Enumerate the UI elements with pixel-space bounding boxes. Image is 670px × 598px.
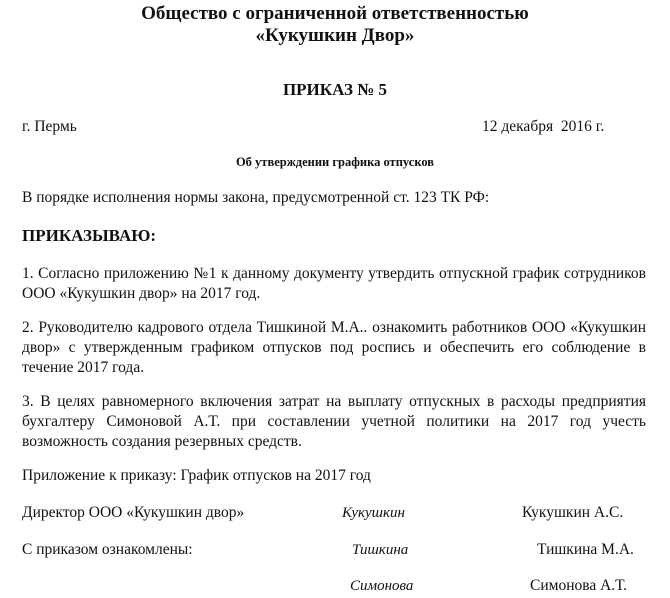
employee-name: Тишкина М.А. bbox=[537, 541, 634, 558]
director-signature: Кукушкин bbox=[342, 505, 405, 521]
order-item-2: 2. Руководителю кадрового отдела Тишкиной М.А.. ознакомить работников ООО «Кукушкин двор» с утвержденным графиком отпусков под роспись и обеспечить его соблюдение в течение 2017 года. bbox=[22, 319, 646, 376]
preamble: В порядке исполнения нормы закона, предусмотренной ст. 123 ТК РФ: bbox=[22, 189, 490, 206]
employee-name: Симонова А.Т. bbox=[530, 577, 627, 594]
organization-name-line2: «Кукушкин Двор» bbox=[255, 25, 415, 46]
director-label: Директор ООО «Кукушкин двор» bbox=[22, 504, 245, 521]
command-heading: ПРИКАЗЫВАЮ: bbox=[22, 226, 157, 245]
acquainted-label: С приказом ознакомлены: bbox=[22, 541, 193, 558]
order-item-1: 1. Согласно приложению №1 к данному документу утвердить отпускной график сотрудников ООО «Кукушкин двор» на 2017 год. bbox=[22, 265, 646, 302]
attachment-note: Приложение к приказу: График отпусков на 2017 год bbox=[22, 467, 371, 484]
order-subject: Об утверждении графика отпусков bbox=[235, 155, 435, 169]
employee-signature: Тишкина bbox=[352, 542, 409, 558]
order-item-3: 3. В целях равномерного включения затрат на выплату отпускных в расходы предприятия бухгалтеру Симоновой А.Т. при составлении учетной политики на 2017 год учесть возможность создания резервных средств. bbox=[22, 393, 646, 450]
organization-name-line1: Общество с ограниченной ответственностью bbox=[141, 3, 529, 24]
order-date: 12 декабря 2016 г. bbox=[482, 118, 605, 135]
city: г. Пермь bbox=[22, 118, 77, 135]
order-title: ПРИКАЗ № 5 bbox=[282, 80, 388, 99]
director-name: Кукушкин А.С. bbox=[522, 504, 624, 521]
employee-signature: Симонова bbox=[350, 578, 414, 594]
